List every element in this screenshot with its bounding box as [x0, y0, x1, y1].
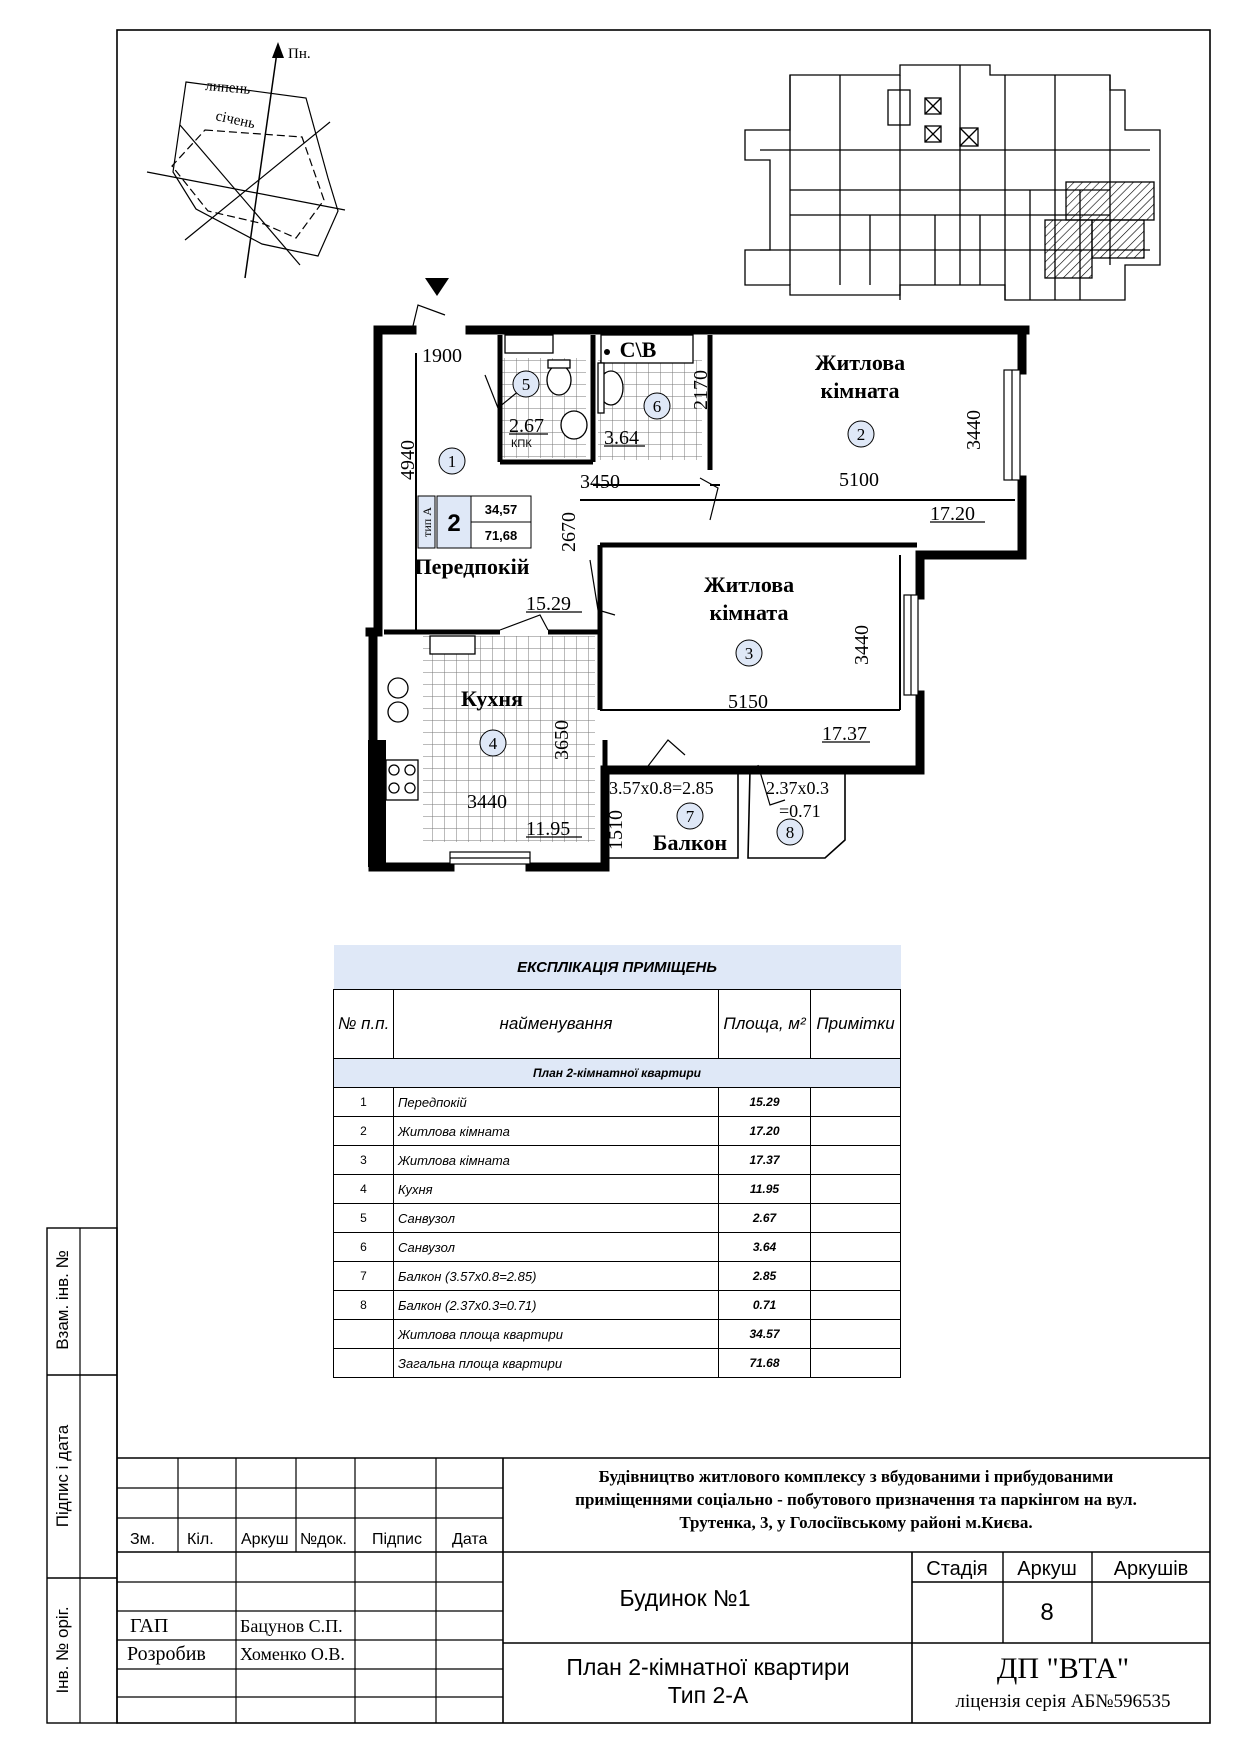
room-7-number: 7 [685, 807, 695, 826]
explication-title: ЕКСПЛІКАЦІЯ ПРИМІЩЕНЬ [334, 945, 901, 990]
row-name: Загальна площа квартири [394, 1349, 719, 1378]
header-name: найменування [394, 990, 719, 1059]
apartment-living-area: 34,57 [484, 502, 518, 517]
stamp-company: ДП "ВТА" [996, 1652, 1130, 1685]
stamp-stage-label: Стадія [926, 1558, 988, 1580]
stamp-sheet-title-2: Тип 2-А [667, 1682, 749, 1708]
dim-3450: 3450 [580, 471, 620, 493]
row-area: 11.95 [719, 1175, 811, 1204]
table-row [334, 1117, 901, 1146]
row-area: 17.20 [719, 1117, 811, 1146]
row-notes [811, 1262, 901, 1291]
row-name: Кухня [394, 1175, 719, 1204]
table-row [334, 1204, 901, 1233]
compass-january: січень [214, 108, 257, 133]
entrance-marker [425, 278, 449, 296]
table-row [334, 1175, 901, 1204]
dim-1510: 1510 [605, 810, 627, 850]
stamp-sheets-label: Аркушів [1113, 1558, 1189, 1580]
compass-north: Пн. [288, 46, 311, 62]
dim-2670: 2670 [558, 512, 580, 552]
apartment-rooms-count: 2 [447, 510, 461, 537]
row-notes [811, 1117, 901, 1146]
row-number: 4 [334, 1175, 394, 1204]
strip-label-sign: Підпис і дата [53, 1424, 72, 1528]
row-area: 17.37 [719, 1146, 811, 1175]
room-2-number: 2 [856, 425, 866, 444]
row-notes [811, 1233, 901, 1262]
row-name: Балкон (3.57x0.8=2.85) [394, 1262, 719, 1291]
room-6-area: 3.64 [604, 427, 639, 449]
room-8-number: 8 [785, 823, 795, 842]
row-notes [811, 1291, 901, 1320]
header-area: Площа, м² [719, 990, 811, 1059]
header-number: № п.п. [334, 990, 394, 1059]
row-number: 2 [334, 1117, 394, 1146]
row-number: 3 [334, 1146, 394, 1175]
stamp-col-change: Зм. [130, 1531, 156, 1548]
stamp-sheet-number: 8 [1040, 1599, 1054, 1626]
compass-july: липень [204, 78, 251, 98]
table-row [334, 1262, 901, 1291]
stamp-col-sheet: Аркуш [241, 1531, 289, 1548]
stamp-col-date: Дата [452, 1531, 488, 1548]
stamp-col-doc: №док. [300, 1531, 347, 1548]
wind-rose [147, 42, 345, 278]
row-name: Санвузол [394, 1233, 719, 1262]
dim-5150: 5150 [728, 691, 768, 713]
stamp-role-2: Розробив [127, 1643, 206, 1665]
room-2-name-line1: Житлова [814, 350, 906, 375]
dim-5100: 5100 [839, 469, 879, 491]
row-name: Житлова кімната [394, 1117, 719, 1146]
row-notes [811, 1088, 901, 1117]
row-notes [811, 1146, 901, 1175]
row-notes [811, 1204, 901, 1233]
row-area: 34.57 [719, 1320, 811, 1349]
dim-3650: 3650 [551, 720, 573, 760]
header-notes: Примітки [811, 990, 901, 1059]
room-7-formula: 3.57x0.8=2.85 [609, 778, 714, 798]
binding-strip [47, 1228, 117, 1723]
row-number [334, 1320, 394, 1349]
room-2-area: 17.20 [930, 503, 975, 525]
dim-3440a: 3440 [963, 410, 985, 450]
explication-section: План 2-кімнатної квартири [334, 1059, 901, 1088]
dim-1900: 1900 [422, 345, 462, 367]
room-8-formula-a: 2.37x0.3 [766, 778, 829, 798]
kpk-label: КПК [511, 438, 532, 450]
room-5-area: 2.67 [509, 415, 544, 437]
table-row [334, 1291, 901, 1320]
table-row [334, 1146, 901, 1175]
apartment-stamp [418, 496, 531, 548]
apartment-total-area: 71,68 [484, 528, 518, 543]
row-name: Житлова площа квартири [394, 1320, 719, 1349]
row-number [334, 1349, 394, 1378]
room-2-name-line2: кімната [820, 378, 900, 403]
room-3-name-line2: кімната [709, 600, 789, 625]
room-3-area: 17.37 [822, 723, 867, 745]
room-4-number: 4 [488, 734, 498, 753]
dim-4940: 4940 [397, 440, 419, 480]
stamp-license: ліцензія серія АБ№596535 [955, 1691, 1171, 1712]
room-1-number: 1 [447, 452, 457, 471]
dim-3440b: 3440 [851, 625, 873, 665]
row-number: 5 [334, 1204, 394, 1233]
row-name: Передпокій [394, 1088, 719, 1117]
floor-plan [368, 305, 1025, 867]
row-number: 8 [334, 1291, 394, 1320]
room-6-cv-label: С\В [619, 337, 657, 362]
stamp-building: Будинок №1 [619, 1585, 751, 1611]
row-notes [811, 1349, 901, 1378]
room-6-number: 6 [652, 397, 662, 416]
table-row [334, 1320, 901, 1349]
room-1-area: 15.29 [526, 593, 571, 615]
row-name: Балкон (2.37x0.3=0.71) [394, 1291, 719, 1320]
room-3-number: 3 [744, 644, 754, 663]
row-area: 71.68 [719, 1349, 811, 1378]
room-7-name: Балкон [652, 830, 728, 855]
room-8-formula-b: =0.71 [779, 801, 821, 821]
dim-2170: 2170 [690, 370, 712, 410]
stamp-project-2: приміщеннями соціально - побутового призначення та паркінгом на вул. [575, 1490, 1137, 1509]
room-3-name-line1: Житлова [703, 572, 795, 597]
row-name: Житлова кімната [394, 1146, 719, 1175]
stamp-name-1: Бацунов С.П. [240, 1616, 343, 1636]
key-plan [745, 65, 1160, 300]
row-number: 7 [334, 1262, 394, 1291]
stamp-sheet-title-1: План 2-кімнатної квартири [566, 1654, 850, 1680]
stamp-col-qty: Кіл. [187, 1531, 214, 1548]
row-area: 15.29 [719, 1088, 811, 1117]
stamp-project-1: Будівництво житлового комплексу з вбудованими і прибудованими [598, 1467, 1114, 1486]
table-row [334, 1233, 901, 1262]
room-1-name: Передпокій [414, 554, 530, 579]
row-notes [811, 1175, 901, 1204]
stamp-col-signature: Підпис [372, 1531, 422, 1548]
row-area: 2.85 [719, 1262, 811, 1291]
explication-table [333, 945, 901, 1378]
dim-3440c: 3440 [467, 791, 507, 813]
stamp-project-3: Трутенка, 3, у Голосіївському районі м.Києва. [679, 1513, 1033, 1532]
room-4-area: 11.95 [526, 818, 571, 840]
room-4-name: Кухня [461, 686, 523, 711]
table-row [334, 1088, 901, 1117]
strip-label-replace: Взам. інв. № [53, 1250, 72, 1350]
apartment-type-label: тип А [420, 507, 434, 537]
row-area: 0.71 [719, 1291, 811, 1320]
strip-label-orig: Інв. № оріг. [53, 1606, 72, 1694]
room-5-number: 5 [521, 375, 531, 394]
stamp-name-2: Хоменко О.В. [240, 1644, 345, 1664]
stamp-sheet-label: Аркуш [1017, 1558, 1077, 1580]
row-area: 3.64 [719, 1233, 811, 1262]
row-name: Санвузол [394, 1204, 719, 1233]
row-notes [811, 1320, 901, 1349]
table-row [334, 1349, 901, 1378]
row-number: 6 [334, 1233, 394, 1262]
stamp-role-1: ГАП [130, 1615, 169, 1637]
row-area: 2.67 [719, 1204, 811, 1233]
row-number: 1 [334, 1088, 394, 1117]
